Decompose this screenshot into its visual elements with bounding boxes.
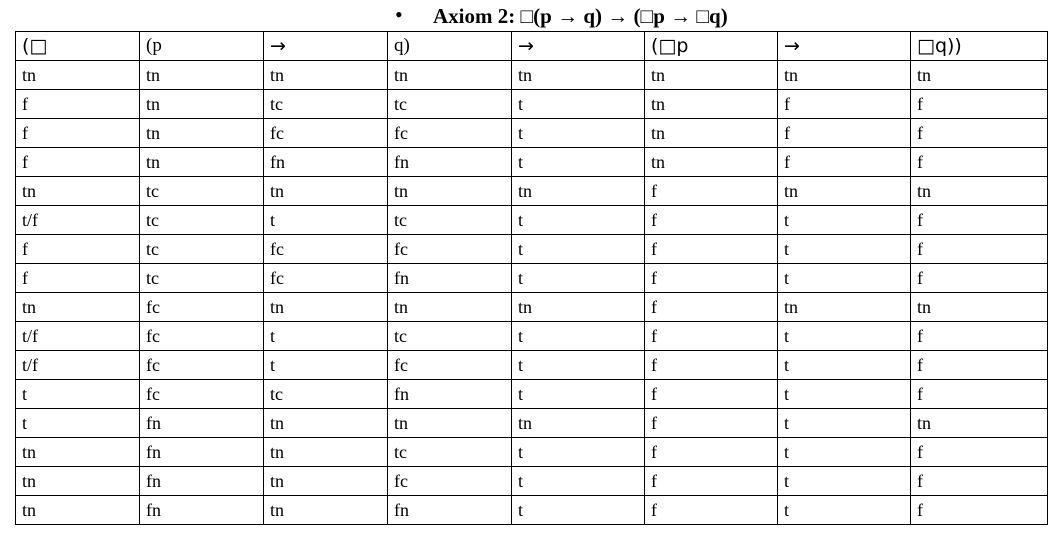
table-cell: f xyxy=(911,148,1048,177)
table-cell: f xyxy=(911,90,1048,119)
table-row xyxy=(16,177,1048,206)
table-cell: f xyxy=(911,322,1048,351)
table-cell: f xyxy=(911,351,1048,380)
table-cell: f xyxy=(645,496,778,525)
truth-table-body xyxy=(16,32,1048,525)
table-cell: tc xyxy=(388,438,512,467)
table-cell: tn xyxy=(512,293,645,322)
table-cell: fc xyxy=(388,235,512,264)
table-cell: tc xyxy=(264,90,388,119)
header-cell: (□p xyxy=(645,32,778,61)
table-cell: f xyxy=(16,264,140,293)
table-cell: tn xyxy=(264,409,388,438)
table-cell: t xyxy=(512,351,645,380)
table-row xyxy=(16,61,1048,90)
table-cell: t xyxy=(16,409,140,438)
table-cell: tn xyxy=(911,61,1048,90)
table-cell: tn xyxy=(645,61,778,90)
table-cell: f xyxy=(16,235,140,264)
table-cell: f xyxy=(645,206,778,235)
table-cell: fn xyxy=(264,148,388,177)
table-cell: tn xyxy=(778,61,911,90)
table-cell: tn xyxy=(16,467,140,496)
table-cell: tc xyxy=(388,90,512,119)
table-cell: f xyxy=(911,496,1048,525)
table-cell: tn xyxy=(140,119,264,148)
table-cell: fn xyxy=(388,496,512,525)
table-cell: t xyxy=(778,206,911,235)
table-cell: t xyxy=(778,438,911,467)
table-cell: t xyxy=(512,380,645,409)
table-cell: t xyxy=(264,322,388,351)
table-cell: tn xyxy=(264,177,388,206)
table-cell: fc xyxy=(140,293,264,322)
table-cell: f xyxy=(645,322,778,351)
table-cell: t xyxy=(778,264,911,293)
table-cell: f xyxy=(645,467,778,496)
header-cell: → xyxy=(778,32,911,61)
table-cell: tn xyxy=(778,177,911,206)
table-cell: fc xyxy=(388,351,512,380)
table-cell: f xyxy=(911,119,1048,148)
table-cell: t xyxy=(512,322,645,351)
table-cell: tn xyxy=(264,293,388,322)
table-cell: t xyxy=(512,235,645,264)
table-row xyxy=(16,235,1048,264)
table-row xyxy=(16,119,1048,148)
table-cell: tn xyxy=(388,293,512,322)
table-cell: tn xyxy=(512,61,645,90)
table-cell: tn xyxy=(911,177,1048,206)
table-cell: t xyxy=(512,206,645,235)
table-cell: tn xyxy=(388,409,512,438)
table-cell: tn xyxy=(645,119,778,148)
table-cell: tn xyxy=(140,61,264,90)
table-row xyxy=(16,467,1048,496)
table-cell: t xyxy=(778,467,911,496)
table-cell: tn xyxy=(264,61,388,90)
table-header-row xyxy=(16,32,1048,61)
table-cell: tc xyxy=(264,380,388,409)
table-row xyxy=(16,438,1048,467)
table-cell: tc xyxy=(140,177,264,206)
table-cell: tn xyxy=(264,467,388,496)
table-cell: f xyxy=(911,235,1048,264)
table-cell: f xyxy=(645,235,778,264)
table-cell: tn xyxy=(264,496,388,525)
table-cell: f xyxy=(778,90,911,119)
table-row xyxy=(16,322,1048,351)
table-cell: tc xyxy=(140,206,264,235)
table-cell: tn xyxy=(778,293,911,322)
axiom-heading xyxy=(0,0,1055,31)
table-row xyxy=(16,496,1048,525)
table-cell: tn xyxy=(645,148,778,177)
table-cell: tn xyxy=(140,90,264,119)
table-cell: fc xyxy=(140,380,264,409)
table-cell: f xyxy=(911,264,1048,293)
table-cell: f xyxy=(16,119,140,148)
table-row xyxy=(16,148,1048,177)
table-cell: tc xyxy=(140,235,264,264)
table-cell: fc xyxy=(264,235,388,264)
axiom-title: Axiom 2: □(p → q) → (□p → □q) xyxy=(433,4,728,28)
table-cell: f xyxy=(645,409,778,438)
table-cell: fn xyxy=(388,264,512,293)
table-cell: t xyxy=(512,264,645,293)
table-cell: t xyxy=(512,148,645,177)
table-cell: t xyxy=(512,438,645,467)
bullet-icon: • xyxy=(395,2,403,27)
table-cell: tc xyxy=(388,322,512,351)
table-cell: f xyxy=(645,177,778,206)
header-cell: → xyxy=(512,32,645,61)
table-cell: t xyxy=(778,351,911,380)
table-cell: fc xyxy=(388,467,512,496)
table-row xyxy=(16,380,1048,409)
table-cell: tn xyxy=(512,177,645,206)
table-cell: t xyxy=(512,467,645,496)
table-cell: tn xyxy=(16,293,140,322)
table-row xyxy=(16,206,1048,235)
table-cell: tn xyxy=(16,496,140,525)
table-cell: f xyxy=(645,438,778,467)
table-cell: tc xyxy=(140,264,264,293)
table-cell: f xyxy=(16,90,140,119)
table-cell: t xyxy=(16,380,140,409)
table-cell: t xyxy=(778,496,911,525)
table-row xyxy=(16,90,1048,119)
table-cell: fc xyxy=(388,119,512,148)
header-cell: q) xyxy=(388,32,512,61)
table-cell: f xyxy=(911,438,1048,467)
header-cell: (□ xyxy=(16,32,140,61)
table-row xyxy=(16,293,1048,322)
header-cell: → xyxy=(264,32,388,61)
table-cell: t xyxy=(264,206,388,235)
table-cell: tn xyxy=(911,293,1048,322)
table-cell: tn xyxy=(388,177,512,206)
table-cell: t xyxy=(778,235,911,264)
table-cell: fc xyxy=(140,322,264,351)
truth-table xyxy=(15,31,1048,525)
table-row xyxy=(16,409,1048,438)
table-cell: f xyxy=(645,293,778,322)
table-cell: tn xyxy=(140,148,264,177)
table-cell: fn xyxy=(140,438,264,467)
table-cell: fn xyxy=(140,496,264,525)
table-cell: tn xyxy=(264,438,388,467)
table-cell: t xyxy=(264,351,388,380)
table-row xyxy=(16,351,1048,380)
table-cell: f xyxy=(778,148,911,177)
header-cell: □q)) xyxy=(911,32,1048,61)
table-cell: tn xyxy=(512,409,645,438)
table-cell: f xyxy=(16,148,140,177)
table-cell: fn xyxy=(140,409,264,438)
table-cell: fc xyxy=(264,119,388,148)
table-cell: fn xyxy=(140,467,264,496)
table-cell: tn xyxy=(645,90,778,119)
table-cell: fc xyxy=(264,264,388,293)
table-cell: f xyxy=(778,119,911,148)
table-cell: t xyxy=(512,119,645,148)
table-cell: tn xyxy=(16,177,140,206)
table-cell: f xyxy=(911,380,1048,409)
table-cell: tn xyxy=(16,438,140,467)
table-cell: t xyxy=(778,322,911,351)
header-cell: (p xyxy=(140,32,264,61)
table-cell: fn xyxy=(388,380,512,409)
table-cell: f xyxy=(911,467,1048,496)
table-cell: t xyxy=(512,90,645,119)
table-cell: t xyxy=(512,496,645,525)
table-cell: tn xyxy=(16,61,140,90)
table-cell: fc xyxy=(140,351,264,380)
table-cell: f xyxy=(911,206,1048,235)
table-cell: tn xyxy=(911,409,1048,438)
table-row xyxy=(16,264,1048,293)
table-cell: t xyxy=(778,409,911,438)
table-cell: t xyxy=(778,380,911,409)
table-cell: tc xyxy=(388,206,512,235)
table-cell: fn xyxy=(388,148,512,177)
table-cell: t/f xyxy=(16,206,140,235)
table-cell: f xyxy=(645,351,778,380)
table-cell: f xyxy=(645,380,778,409)
table-cell: t/f xyxy=(16,322,140,351)
table-cell: tn xyxy=(388,61,512,90)
table-cell: f xyxy=(645,264,778,293)
table-cell: t/f xyxy=(16,351,140,380)
